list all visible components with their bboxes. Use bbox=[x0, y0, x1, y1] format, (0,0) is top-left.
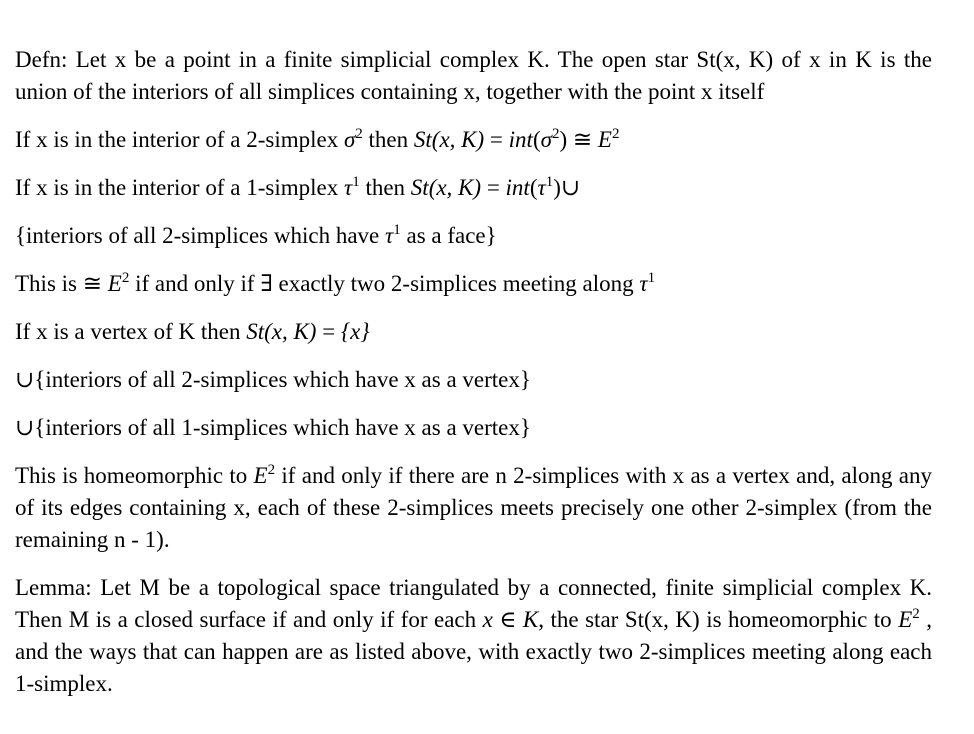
lemma-post: , and the ways that can happen are as listed above, with exactly two 2-simplices meeting along each 1-simplex. bbox=[15, 607, 933, 696]
case-1simplex-line bbox=[15, 172, 932, 204]
homeomorphic-post: if and only if there are n 2-simplices with x as a vertex and, along any of its edges containing x, each of these 2-simplices meets precisely one other 2-simplex (from the remaining n - 1). bbox=[15, 463, 933, 552]
star-formula: St(x, $K) = int(\tau^1)\cup$ bbox=[410, 174, 581, 200]
vertex-line bbox=[15, 316, 932, 348]
union-symbol: ∪ bbox=[15, 367, 35, 392]
euclidean-space: $E^2$ bbox=[107, 270, 130, 296]
definition-text: Defn: Let x be a point in a finite simplicial complex K. The open star St(x, K) of x in K is the union of the interiors of all simplices containing x, together with the point x itself bbox=[15, 47, 932, 104]
tau-symbol: $\tau^1$ bbox=[639, 270, 656, 296]
union-symbol: ∪ bbox=[15, 415, 35, 440]
this-is-line bbox=[15, 268, 932, 300]
lemma-paragraph bbox=[15, 572, 932, 700]
tau-symbol: $\tau^1$ bbox=[385, 222, 401, 248]
this-is-pre: This is bbox=[15, 271, 77, 296]
exists-symbol: ∃ bbox=[260, 271, 273, 296]
sigma-symbol: $\sigma^2$ bbox=[343, 126, 363, 152]
star-formula: St(x, K) = {x} bbox=[246, 319, 370, 344]
lemma-mid: , the star St(x, K) is homeomorphic to bbox=[538, 607, 892, 632]
case-2simplex-line bbox=[15, 124, 932, 156]
interiors-close-text: as a face} bbox=[406, 223, 497, 248]
then-word: then bbox=[365, 175, 406, 200]
union-2simplices-line bbox=[15, 364, 932, 396]
this-is-post: exactly two 2-simplices meeting along bbox=[278, 271, 634, 296]
cong-symbol: ≅ bbox=[82, 271, 103, 296]
case-2simplex-text: If x is in the interior of a 2-simplex bbox=[15, 127, 339, 152]
case-1simplex-text: If x is in the interior of a 1-simplex bbox=[15, 175, 339, 200]
union-1simplices-line bbox=[15, 412, 932, 444]
definition-paragraph bbox=[15, 44, 932, 108]
euclidean-space: $E^2$ bbox=[898, 606, 920, 632]
document-page bbox=[15, 44, 932, 700]
homeomorphic-paragraph bbox=[15, 460, 932, 556]
iff-text: if and only if bbox=[135, 271, 255, 296]
interiors-face-line bbox=[15, 220, 932, 252]
euclidean-space: $E^2$ bbox=[253, 462, 276, 488]
interiors-open-text: {interiors of all 2-simplices which have bbox=[15, 223, 380, 248]
union-2simplices-text: {interiors of all 2-simplices which have x as a vertex} bbox=[34, 367, 531, 392]
then-word: then bbox=[368, 127, 409, 152]
homeomorphic-pre: This is homeomorphic to bbox=[15, 463, 248, 488]
lemma-pre: Lemma: Let M be a topological space triangulated by a connected, finite simplicial complex K. Then M is a closed surface if and only if for each bbox=[15, 575, 932, 632]
tau-symbol: $\tau^1$ bbox=[343, 174, 360, 200]
membership-formula: x ∈ K bbox=[482, 607, 539, 632]
union-1simplices-text: {interiors of all 1-simplices which have x as a vertex} bbox=[34, 415, 531, 440]
star-formula: St(x, $K) = int(\sigma^2)$ ≅ $E^2$ bbox=[413, 126, 620, 152]
vertex-pre: If x is a vertex of K then bbox=[15, 319, 241, 344]
